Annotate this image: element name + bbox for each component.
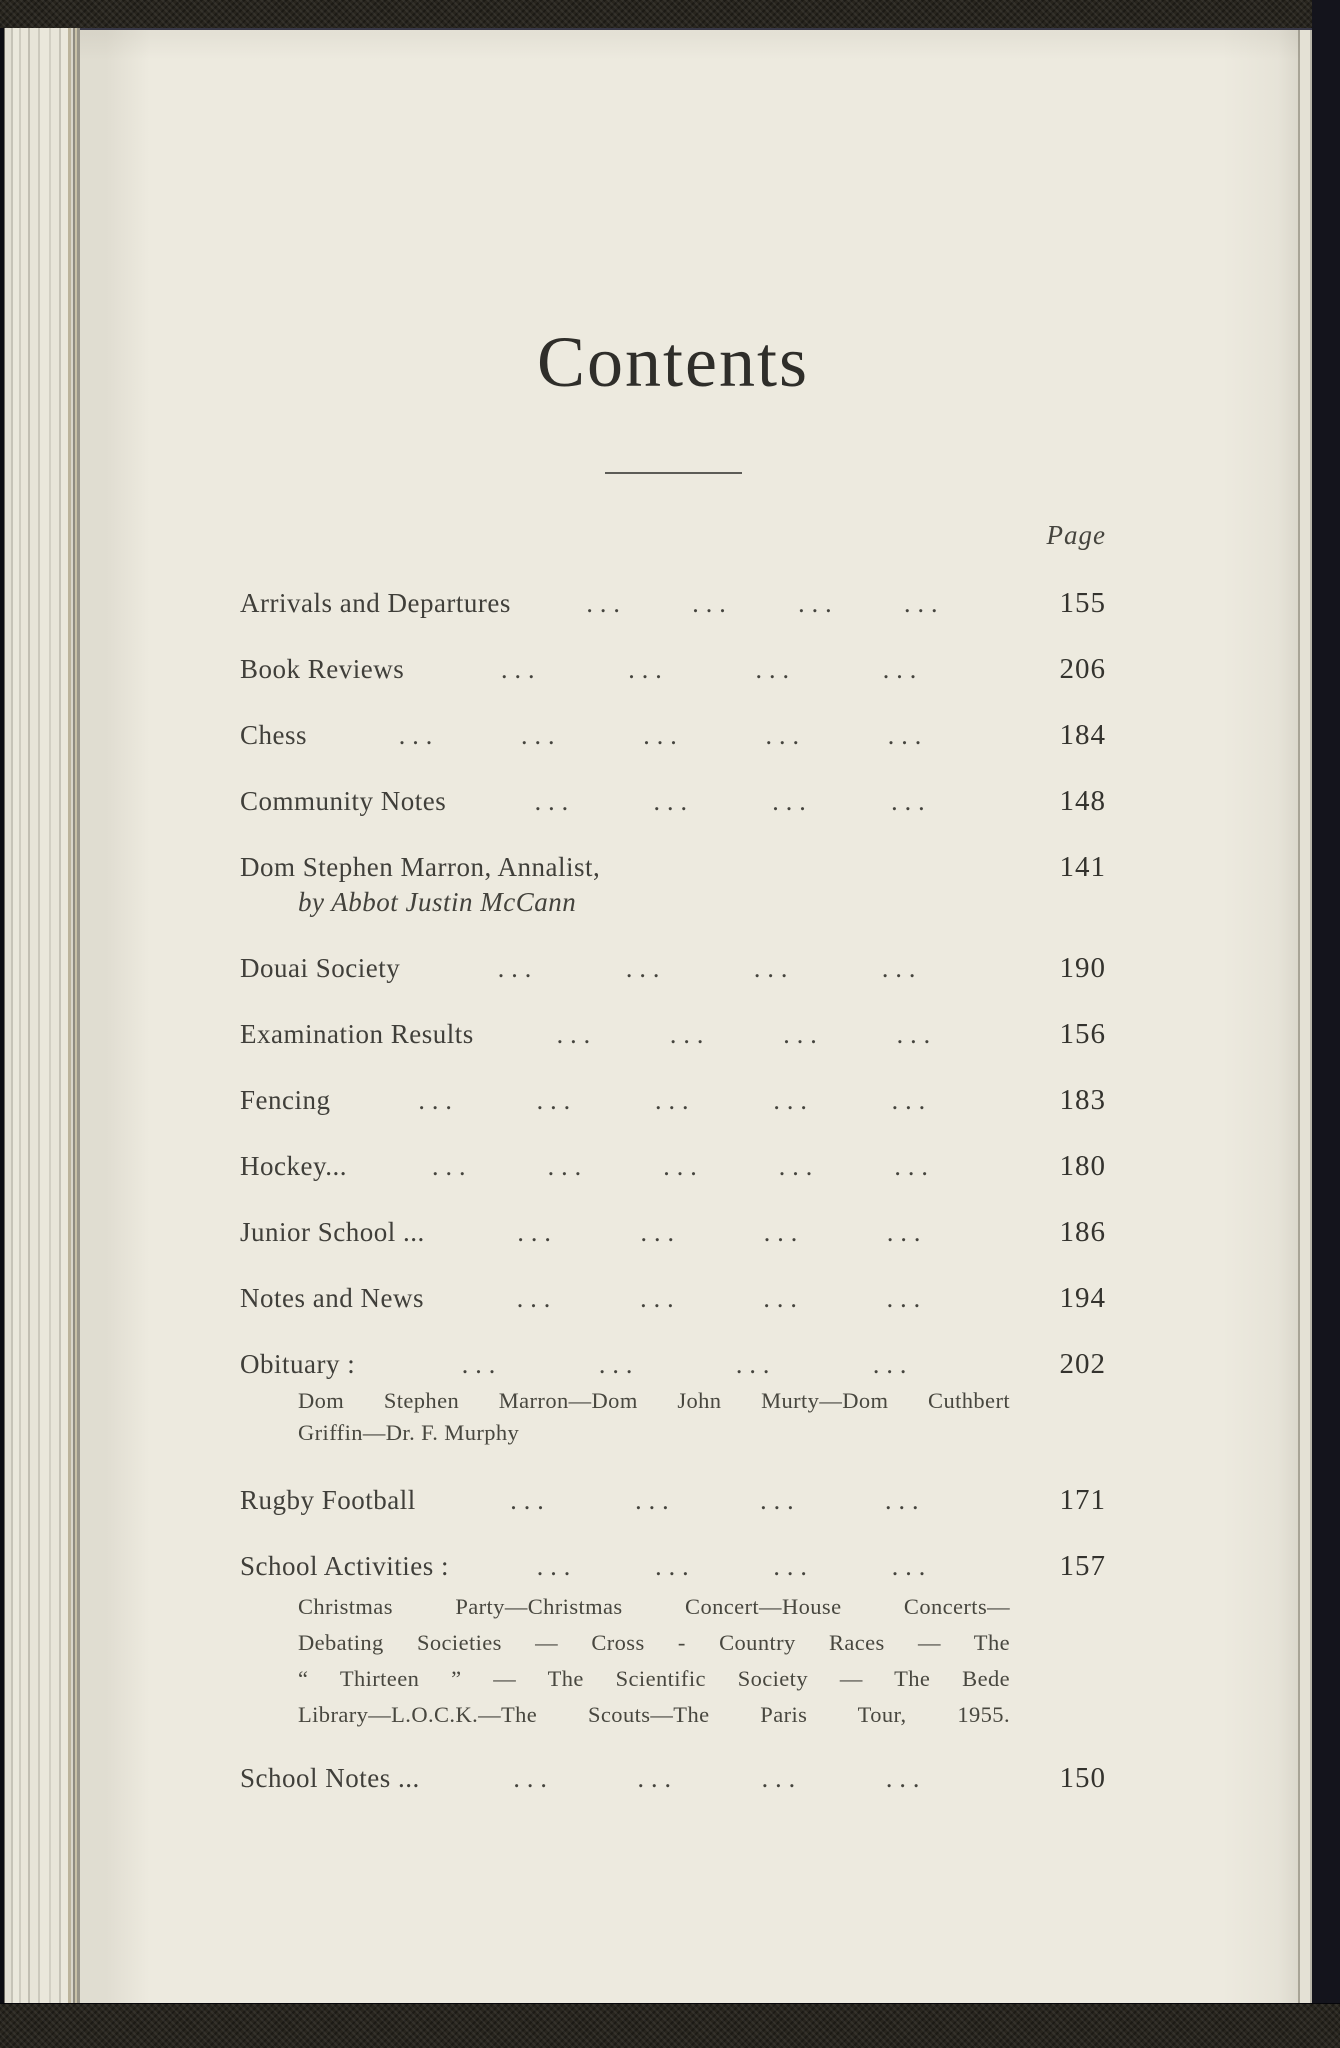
leader-dot-group: ... <box>655 1552 696 1581</box>
toc-entry <box>240 786 1106 816</box>
entry-title: School Activities : <box>240 1551 449 1581</box>
leader-dot-group: ... <box>669 1020 711 1049</box>
leader-dot-group: ... <box>510 1486 551 1515</box>
entry-note <box>298 1589 1010 1733</box>
book-cover-bottom <box>0 2003 1340 2048</box>
leader-dot-group: ... <box>635 1486 676 1515</box>
toc-entry <box>240 1151 1106 1181</box>
entry-title: Community Notes <box>240 786 447 816</box>
leader-dot-group: ... <box>513 1764 554 1793</box>
leader-dots <box>446 787 1024 817</box>
leader-dot-group: ... <box>891 1086 933 1115</box>
entry-note <box>298 1385 1010 1449</box>
leader-dot-group: ... <box>653 787 694 816</box>
leader-dots <box>420 1764 1024 1794</box>
leader-dot-group: ... <box>755 655 796 684</box>
toc-entry-row <box>240 720 1106 750</box>
entry-title: Fencing <box>240 1085 331 1115</box>
page-title: Contents <box>536 322 809 402</box>
toc-entry <box>240 1551 1106 1733</box>
entry-title: School Notes ... <box>240 1763 420 1793</box>
leader-dot-group: ... <box>761 1764 803 1793</box>
toc-entry-row <box>240 1349 1106 1379</box>
leader-dot-group: ... <box>461 1350 503 1379</box>
title-rule <box>605 472 742 474</box>
leader-dot-group: ... <box>881 954 923 983</box>
leader-dots <box>331 1086 1025 1116</box>
leader-dot-group: ... <box>904 589 945 618</box>
leader-dot-group: ... <box>534 787 576 816</box>
leader-dot-group: ... <box>772 787 813 816</box>
leader-dot-group: ... <box>520 721 562 750</box>
book-page <box>80 30 1312 2003</box>
leader-dot-group: ... <box>760 1486 801 1515</box>
page-content <box>240 30 1106 1829</box>
leader-dot-group: ... <box>516 1284 558 1313</box>
entry-note-line: “ Thirteen ” — The Scientific Society — The Bede <box>298 1666 1010 1691</box>
toc-entry-row <box>240 852 1106 882</box>
toc-entry <box>240 1349 1106 1449</box>
entry-page-number: 180 <box>1059 1150 1106 1182</box>
toc-entry-row <box>240 1551 1106 1581</box>
entry-note-line: Christmas Party—Christmas Concert—House Concerts— <box>298 1594 1010 1619</box>
entry-note-line: Dom Stephen Marron—Dom John Murty—Dom Cuthbert <box>298 1388 1010 1413</box>
stacked-page-edges <box>0 28 80 2004</box>
entry-title: Book Reviews <box>240 654 405 684</box>
leader-dot-group: ... <box>763 1218 805 1247</box>
entry-page-number: 148 <box>1059 785 1106 817</box>
leader-dots <box>474 1020 1024 1050</box>
leader-dot-group: ... <box>886 1218 928 1247</box>
toc-entry-row <box>240 588 1106 618</box>
leader-dot-group: ... <box>778 1152 820 1181</box>
leader-dots <box>424 1284 1024 1314</box>
toc-entry-row <box>240 1485 1106 1515</box>
entry-page-number: 150 <box>1059 1762 1106 1794</box>
entry-title: Dom Stephen Marron, Annalist, <box>240 852 601 882</box>
leader-dot-group: ... <box>654 1086 696 1115</box>
toc-entries <box>240 588 1106 1793</box>
entry-page-number: 141 <box>1059 851 1106 883</box>
leader-dot-group: ... <box>501 655 542 684</box>
entry-title: Notes and News <box>240 1283 424 1313</box>
toc-entry <box>240 1085 1106 1115</box>
leader-dot-group: ... <box>692 589 733 618</box>
book-cover-top <box>0 0 1340 32</box>
leader-dot-group: ... <box>536 1552 578 1581</box>
leader-dot-group: ... <box>753 954 795 983</box>
leader-dot-group: ... <box>625 954 667 983</box>
book-cover-right <box>1312 0 1340 2048</box>
entry-page-number: 156 <box>1059 1018 1106 1050</box>
toc-entry <box>240 720 1106 750</box>
leader-dot-group: ... <box>773 1552 814 1581</box>
leader-dot-group: ... <box>418 1086 459 1115</box>
entry-title: Douai Society <box>240 953 401 983</box>
toc-entry-row <box>240 1763 1106 1793</box>
entry-title: Junior School ... <box>240 1217 425 1247</box>
page-column-header: Page <box>1046 520 1106 550</box>
leader-dots <box>416 1486 1024 1516</box>
leader-dot-group: ... <box>894 1152 935 1181</box>
entry-title: Hockey... <box>240 1151 347 1181</box>
toc-entry <box>240 1217 1106 1247</box>
toc-entry-row <box>240 1085 1106 1115</box>
leader-dot-group: ... <box>763 1284 804 1313</box>
toc-entry <box>240 953 1106 983</box>
leader-dots <box>404 655 1024 685</box>
toc-entry-row <box>240 1151 1106 1181</box>
leader-dot-group: ... <box>663 1152 704 1181</box>
toc-entry <box>240 1019 1106 1049</box>
leader-dot-group: ... <box>765 721 806 750</box>
leader-dot-group: ... <box>432 1152 473 1181</box>
leader-dot-group: ... <box>398 721 440 750</box>
leader-dots <box>355 1350 1024 1380</box>
leader-dot-group: ... <box>887 721 929 750</box>
entry-title: Rugby Football <box>240 1485 416 1515</box>
leader-dot-group: ... <box>735 1350 777 1379</box>
leader-dot-group: ... <box>783 1020 824 1049</box>
leader-dot-group: ... <box>773 1086 814 1115</box>
toc-entry <box>240 654 1106 684</box>
entry-note-line: Library—L.O.C.K.—The Scouts—The Paris Tour, 1955. <box>298 1702 1010 1727</box>
toc-entry-row <box>240 953 1106 983</box>
leader-dot-group: ... <box>872 1350 914 1379</box>
leader-dot-group: ... <box>885 1764 927 1793</box>
entry-page-number: 206 <box>1059 653 1106 685</box>
leader-dots <box>511 589 1024 619</box>
entry-page-number: 194 <box>1059 1282 1106 1314</box>
toc-entry-row <box>240 654 1106 684</box>
leader-dot-group: ... <box>637 1764 679 1793</box>
leader-dot-group: ... <box>643 721 684 750</box>
toc-entry <box>240 852 1106 917</box>
entry-title: Arrivals and Departures <box>240 588 511 618</box>
toc-entry <box>240 1763 1106 1793</box>
leader-dot-group: ... <box>628 655 669 684</box>
entry-page-number: 202 <box>1059 1348 1106 1380</box>
leader-dots <box>307 721 1024 751</box>
leader-dots <box>347 1152 1024 1182</box>
page-right-edge <box>1298 30 1312 2003</box>
toc-entry <box>240 1283 1106 1313</box>
entry-page-number: 183 <box>1059 1084 1106 1116</box>
leader-dot-group: ... <box>517 1218 558 1247</box>
leader-dot-group: ... <box>598 1350 640 1379</box>
toc-entry <box>240 588 1106 618</box>
leader-dot-group: ... <box>798 589 839 618</box>
leader-dot-group: ... <box>891 787 932 816</box>
leader-dot-group: ... <box>556 1020 598 1049</box>
entry-title: Chess <box>240 720 308 750</box>
leader-dots <box>425 1218 1024 1248</box>
entry-byline: by Abbot Justin McCann <box>298 887 577 917</box>
entry-page-number: 184 <box>1059 719 1106 751</box>
entry-page-number: 186 <box>1059 1216 1106 1248</box>
leader-dot-group: ... <box>536 1086 578 1115</box>
leader-dots <box>449 1552 1024 1582</box>
leader-dot-group: ... <box>586 589 627 618</box>
leader-dot-group: ... <box>885 1486 926 1515</box>
leader-dot-group: ... <box>886 1284 928 1313</box>
leader-dot-group: ... <box>882 655 924 684</box>
leader-dot-group: ... <box>640 1218 682 1247</box>
toc-entry <box>240 1485 1106 1515</box>
entry-page-number: 190 <box>1059 952 1106 984</box>
entry-page-number: 171 <box>1059 1484 1106 1516</box>
toc-entry-row <box>240 1217 1106 1247</box>
entry-page-number: 155 <box>1059 587 1106 619</box>
entry-note-line: Griffin—Dr. F. Murphy <box>298 1420 520 1445</box>
entry-page-number: 157 <box>1059 1550 1106 1582</box>
entry-title: Examination Results <box>240 1019 474 1049</box>
entry-title: Obituary : <box>240 1349 356 1379</box>
entry-note-line: Debating Societies — Cross - Country Races — The <box>298 1630 1010 1655</box>
leader-dot-group: ... <box>896 1020 938 1049</box>
leader-dot-group: ... <box>547 1152 589 1181</box>
toc-entry-row <box>240 1019 1106 1049</box>
leader-dot-group: ... <box>891 1552 933 1581</box>
toc-entry-row <box>240 1283 1106 1313</box>
leader-dot-group: ... <box>640 1284 681 1313</box>
leader-dots <box>400 954 1024 984</box>
leader-dot-group: ... <box>497 954 539 983</box>
toc-entry-row <box>240 786 1106 816</box>
